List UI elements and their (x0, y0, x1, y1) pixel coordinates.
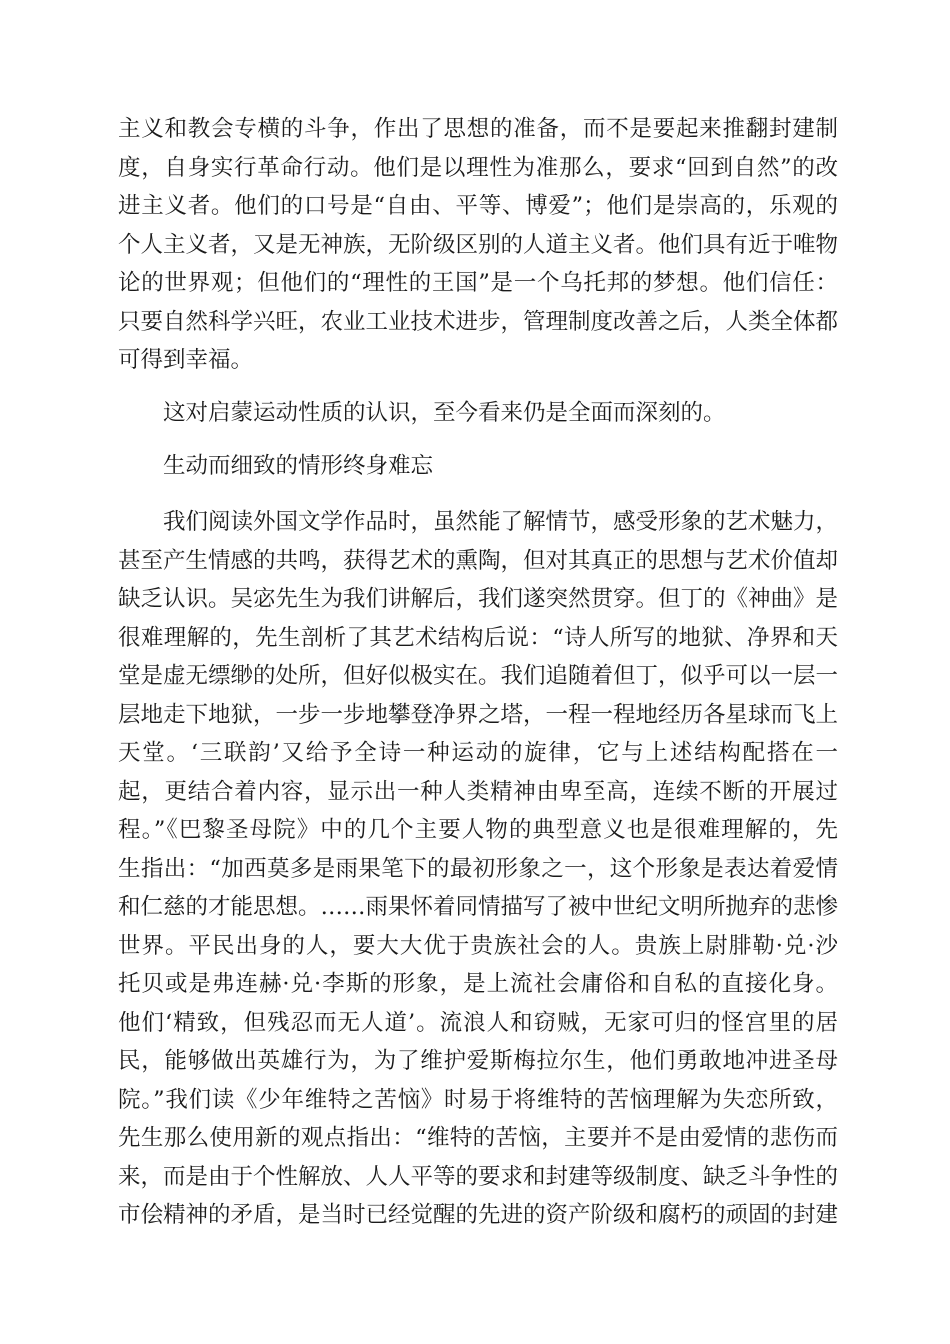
paragraph-line: 程。”《巴黎圣母院》中的几个主要人物的典型意义也是很难理解的，先 (118, 817, 838, 843)
paragraph-line: 这对启蒙运动性质的认识，至今看来仍是全面而深刻的。 (163, 400, 726, 426)
paragraph-line: 度，自身实行革命行动。他们是以理性为准那么，要求“回到自然”的改 (118, 154, 838, 181)
paragraph-line: 进主义者。他们的口号是“自由、平等、博爱”；他们是崇高的，乐观的 (118, 193, 838, 219)
paragraph-2 (118, 394, 838, 433)
section-heading (118, 447, 838, 486)
paragraph-line: 生指出：“加西莫多是雨果笔下的最初形象之一，这个形象是表达着爱情 (118, 855, 838, 882)
paragraph-line: 论的世界观；但他们的“理性的王国”是一个乌托邦的梦想。他们信任： (118, 270, 838, 296)
paragraph-line: 托贝或是弗连赫·兑·李斯的形象，是上流社会庸俗和自私的直接化身。 (118, 971, 838, 997)
paragraph-line: 院。”我们读《少年维特之苦恼》时易于将维特的苦恼理解为失恋所致， (118, 1086, 838, 1113)
paragraph-3 (118, 503, 838, 1235)
paragraph-line: 甚至产生情感的共鸣，获得艺术的熏陶，但对其真正的思想与艺术价值却 (118, 547, 839, 574)
paragraph-line: 可得到幸福。 (118, 347, 254, 373)
section-heading-text: 生动而细致的情形终身难忘 (163, 453, 434, 479)
paragraph-line: 市侩精神的矛盾，是当时已经觉醒的先进的资产阶级和腐朽的顽固的封建 (118, 1202, 839, 1228)
paragraph-line: 他们‘精致，但残忍而无人道’。流浪人和窃贼，无家可归的怪宫里的居 (118, 1009, 838, 1036)
paragraph-line: 我们阅读外国文学作品时，虽然能了解情节，感受形象的艺术魅力， (163, 509, 839, 535)
paragraph-line: 层地走下地狱，一步一步地攀登净界之塔，一程一程地经历各星球而飞上 (118, 701, 839, 728)
paragraph-line: 起，更结合着内容，显示出一种人类精神由卑至高，连续不断的开展过 (118, 778, 838, 805)
paragraph-line: 只要自然科学兴旺，农业工业技术进步，管理制度改善之后，人类全体都 (118, 308, 839, 335)
paragraph-line: 民，能够做出英雄行为，为了维护爱斯梅拉尔生，他们勇敢地冲进圣母 (118, 1048, 838, 1074)
paragraph-line: 先生那么使用新的观点指出：“维特的苦恼，主要并不是由爱情的悲伤而 (118, 1125, 838, 1151)
paragraph-line: 世界。平民出身的人，要大大优于贵族社会的人。贵族上尉腓勒·兑·沙 (118, 932, 838, 959)
paragraph-line: 堂是虚无缥缈的处所，但好似极实在。我们追随着但丁，似乎可以一层一 (118, 663, 839, 689)
paragraph-line: 个人主义者，又是无神族，无阶级区别的人道主义者。他们具有近于唯物 (118, 231, 839, 258)
paragraph-1 (118, 110, 838, 380)
paragraph-line: 天堂。‘三联韵’又给予全诗一种运动的旋律，它与上述结构配搭在一 (118, 740, 838, 766)
paragraph-line: 很难理解的，先生剖析了其艺术结构后说：“诗人所写的地狱、净界和天 (118, 624, 838, 651)
paragraph-line: 来，而是由于个性解放、人人平等的要求和封建等级制度、缺乏斗争性的 (118, 1163, 839, 1190)
paragraph-line: 主义和教会专横的斗争，作出了思想的准备，而不是要起来推翻封建制 (118, 116, 838, 142)
paragraph-line: 缺乏认识。吴宓先生为我们讲解后，我们遂突然贯穿。但丁的《神曲》是 (118, 586, 839, 612)
paragraph-line: 和仁慈的才能思想。……雨果怀着同情描写了被中世纪文明所抛弃的悲惨 (118, 894, 839, 920)
